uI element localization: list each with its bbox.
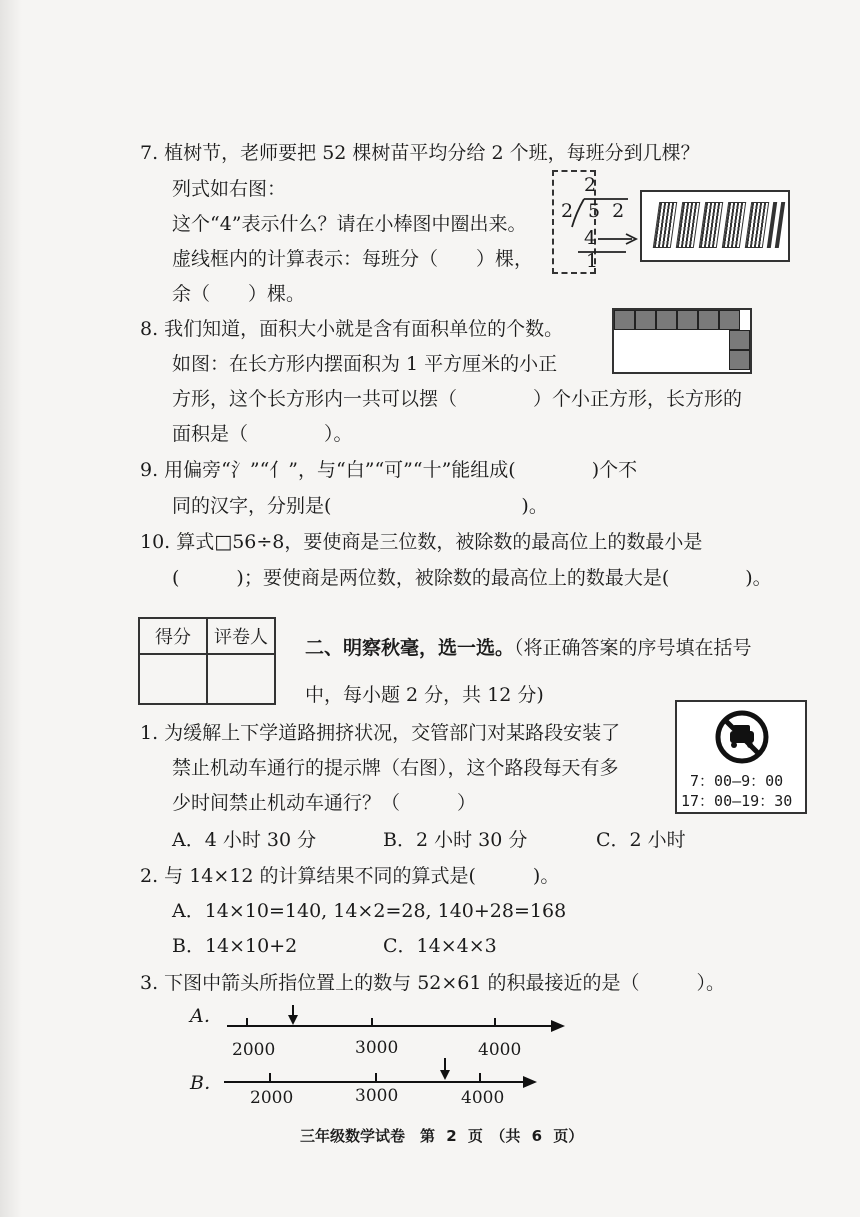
s1-line3: 少时间禁止机动车通行？（ ） <box>172 792 477 814</box>
q10-line2: ( )；要使商是两位数，被除数的最高位上的数最大是( )。 <box>172 567 772 589</box>
numline-b-tick-2000: 2000 <box>250 1088 294 1108</box>
section2-title <box>305 636 752 660</box>
unit-square <box>719 310 740 330</box>
q9-line2: 同的汉字，分别是( )。 <box>172 495 548 517</box>
score-header: 得分 <box>139 618 207 654</box>
stick-bundle-picture <box>640 190 790 262</box>
q7-line4: 虚线框内的计算表示：每班分（ ）棵， <box>172 248 534 270</box>
no-motor-vehicle-icon <box>713 708 771 766</box>
numline-a-tick-3000: 3000 <box>355 1038 399 1058</box>
unit-square <box>614 310 635 330</box>
numline-b-tick-4000: 4000 <box>461 1088 505 1108</box>
stick-bundle <box>745 202 769 248</box>
numline-b-tick-3000: 3000 <box>355 1086 399 1106</box>
score-cell[interactable] <box>139 654 207 704</box>
division-divisor: 2 <box>561 200 574 222</box>
division-quotient: 2 <box>584 174 597 196</box>
q7-line3: 这个“4”表示什么？请在小棒图中圈出来。 <box>172 213 527 235</box>
division-underline <box>574 248 640 268</box>
number-line-a <box>225 1005 570 1037</box>
stick-bundle <box>653 202 677 248</box>
s1-line1: 1. 为缓解上下学道路拥挤状况，交管部门对某路段安装了 <box>140 722 621 744</box>
s2-option-a: A．14×10=140, 14×2=28, 140+28=168 <box>172 900 567 922</box>
numline-a-tick-4000: 4000 <box>478 1040 522 1060</box>
unit-square <box>729 330 750 350</box>
s1-option-a: A．4 小时 30 分 <box>172 829 317 851</box>
s1-option-b: B．2 小时 30 分 <box>383 829 528 851</box>
traffic-sign-picture <box>675 700 807 814</box>
rectangle-area-picture <box>612 308 752 374</box>
unit-square <box>729 350 750 370</box>
s1-line2: 禁止机动车通行的提示牌（右图），这个路段每天有多 <box>172 757 619 779</box>
stick-bundle <box>676 202 700 248</box>
s2-line1: 2. 与 14×12 的计算结果不同的算式是( )。 <box>140 865 560 887</box>
sign-time-morning: 7：00—9：00 <box>690 772 784 790</box>
single-stick <box>775 202 785 248</box>
scan-edge-shadow <box>0 0 22 1217</box>
unit-square <box>698 310 719 330</box>
section2-title-text: 二、明察秋毫，选一选。 <box>305 637 515 659</box>
division-remainder: 1 <box>586 250 599 272</box>
q7-line5: 余（ ）棵。 <box>172 283 306 305</box>
sign-time-evening: 17：00—19：30 <box>681 792 793 810</box>
q8-line2: 如图：在长方形内摆面积为 1 平方厘米的小正 <box>172 353 558 375</box>
s2-option-b: B．14×10+2 <box>172 935 298 957</box>
s1-option-c: C．2 小时 <box>596 829 686 851</box>
grader-header: 评卷人 <box>207 618 275 654</box>
page-footer: 三年级数学试卷 第 2 页 （共 6 页） <box>300 1127 584 1145</box>
s2-option-c: C．14×4×3 <box>383 935 497 957</box>
q9-line1: 9. 用偏旁“氵”“亻”，与“白”“可”“十”能组成( )个不 <box>140 459 638 481</box>
division-product: 4 <box>584 227 597 249</box>
arrow-right-icon <box>596 230 640 248</box>
stick-bundle <box>699 202 723 248</box>
q10-line1: 10. 算式□56÷8，要使商是三位数，被除数的最高位上的数最小是 <box>140 531 703 553</box>
numline-b-label: B． <box>190 1072 223 1094</box>
section2-note2: 中，每小题 2 分，共 12 分) <box>305 684 544 706</box>
score-table <box>138 617 276 705</box>
section2-note1: （将正确答案的序号填在括号 <box>514 637 752 659</box>
division-dividend: 5 2 <box>588 200 625 222</box>
numline-a-label: A． <box>190 1005 223 1027</box>
stick-bundle <box>722 202 746 248</box>
unit-square <box>635 310 656 330</box>
q7-line1: 7. 植树节，老师要把 52 棵树苗平均分给 2 个班，每班分到几棵？ <box>140 142 700 164</box>
q7-line2: 列式如右图： <box>172 178 287 200</box>
grader-cell[interactable] <box>207 654 275 704</box>
q8-line4: 面积是（ ）。 <box>172 423 353 445</box>
s3-line1: 3. 下图中箭头所指位置上的数与 52×61 的积最接近的是（ ）。 <box>140 972 726 994</box>
unit-square <box>677 310 698 330</box>
q8-line1: 8. 我们知道，面积大小就是含有面积单位的个数。 <box>140 318 564 340</box>
numline-a-tick-2000: 2000 <box>232 1040 276 1060</box>
q8-line3: 方形，这个长方形内一共可以摆（ ）个小正方形，长方形的 <box>172 388 743 410</box>
unit-square <box>656 310 677 330</box>
